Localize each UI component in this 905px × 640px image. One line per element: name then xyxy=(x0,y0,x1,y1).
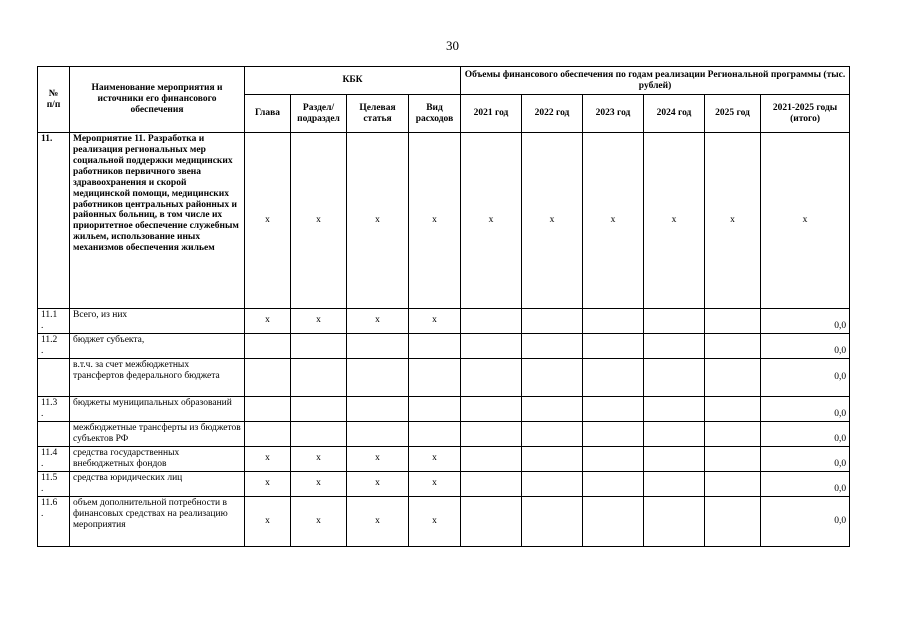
row-total: 0,0 xyxy=(761,496,850,546)
header-celevaya: Целевая статья xyxy=(347,95,409,133)
row-2025: х xyxy=(705,133,761,309)
row-glava: х xyxy=(245,446,291,471)
header-name: Наименование мероприятия и источники его финансового обеспечения xyxy=(70,67,245,133)
row-vid: х xyxy=(409,471,461,496)
header-razdel: Раздел/ подраздел xyxy=(291,95,347,133)
row-total: 0,0 xyxy=(761,396,850,421)
row-total: 0,0 xyxy=(761,309,850,334)
row-num: 11. xyxy=(38,133,70,309)
row-name: в.т.ч. за счет межбюджетных трансфертов федерального бюджета xyxy=(70,358,245,396)
row-razdel: х xyxy=(291,446,347,471)
header-kbk: КБК xyxy=(245,67,461,95)
row-total: 0,0 xyxy=(761,358,850,396)
row-glava: х xyxy=(245,471,291,496)
row-celevaya: х xyxy=(347,133,409,309)
table-row xyxy=(38,421,850,446)
row-celevaya: х xyxy=(347,309,409,334)
funding-table xyxy=(37,66,850,547)
row-num: 11.5 . xyxy=(38,471,70,496)
row-glava: х xyxy=(245,133,291,309)
header-vid: Вид расходов xyxy=(409,95,461,133)
header-total: 2021-2025 годы (итого) xyxy=(761,95,850,133)
row-name: средства юридических лиц xyxy=(70,471,245,496)
header-2021: 2021 год xyxy=(461,95,522,133)
row-vid: х xyxy=(409,309,461,334)
row-2024: х xyxy=(644,133,705,309)
row-name: Всего, из них xyxy=(70,309,245,334)
table-row xyxy=(38,309,850,334)
table-row xyxy=(38,446,850,471)
row-name: межбюджетные трансферты из бюджетов субъектов РФ xyxy=(70,421,245,446)
header-2024: 2024 год xyxy=(644,95,705,133)
table-row xyxy=(38,396,850,421)
row-num xyxy=(38,358,70,396)
row-celevaya: х xyxy=(347,446,409,471)
row-vid: х xyxy=(409,446,461,471)
header-2022: 2022 год xyxy=(522,95,583,133)
row-name: бюджет субъекта, xyxy=(70,333,245,358)
row-vid: х xyxy=(409,496,461,546)
row-razdel: х xyxy=(291,496,347,546)
row-glava: х xyxy=(245,496,291,546)
row-name: бюджеты муниципальных образований xyxy=(70,396,245,421)
header-2023: 2023 год xyxy=(583,95,644,133)
table-row xyxy=(38,496,850,546)
row-glava: х xyxy=(245,309,291,334)
table-row xyxy=(38,333,850,358)
row-celevaya: х xyxy=(347,471,409,496)
row-total: 0,0 xyxy=(761,446,850,471)
header-glava: Глава xyxy=(245,95,291,133)
row-total: 0,0 xyxy=(761,471,850,496)
table-row xyxy=(38,358,850,396)
row-vid: х xyxy=(409,133,461,309)
row-2021: х xyxy=(461,133,522,309)
header-num: № п/п xyxy=(38,67,70,133)
row-razdel: х xyxy=(291,309,347,334)
row-num xyxy=(38,421,70,446)
row-total: 0,0 xyxy=(761,333,850,358)
row-num: 11.6 . xyxy=(38,496,70,546)
row-num: 11.4 . xyxy=(38,446,70,471)
header-volumes: Объемы финансового обеспечения по годам реализации Региональной программы (тыс. рублей) xyxy=(461,67,850,95)
row-num: 11.2 . xyxy=(38,333,70,358)
table-row xyxy=(38,133,850,309)
row-celevaya: х xyxy=(347,496,409,546)
row-2023: х xyxy=(583,133,644,309)
row-name: Мероприятие 11. Разработка и реализация региональных мер социальной поддержки медицинских работников первичного звена здравоохранения и скорой медицинской помощи, медицинских работников центральных районных и районных больниц, в том числе их приоритетное обеспечение служебным жильем, использование иных механизмов обеспечения жильем xyxy=(70,133,245,309)
row-total: х xyxy=(761,133,850,309)
row-name: средства государственных внебюджетных фондов xyxy=(70,446,245,471)
row-razdel: х xyxy=(291,133,347,309)
table-row xyxy=(38,471,850,496)
header-2025: 2025 год xyxy=(705,95,761,133)
row-num: 11.3 . xyxy=(38,396,70,421)
row-num: 11.1 . xyxy=(38,309,70,334)
page-number: 30 xyxy=(446,38,459,53)
row-name: объем дополнительной потребности в финансовых средствах на реализацию мероприятия xyxy=(70,496,245,546)
row-razdel: х xyxy=(291,471,347,496)
row-total: 0,0 xyxy=(761,421,850,446)
row-2022: х xyxy=(522,133,583,309)
